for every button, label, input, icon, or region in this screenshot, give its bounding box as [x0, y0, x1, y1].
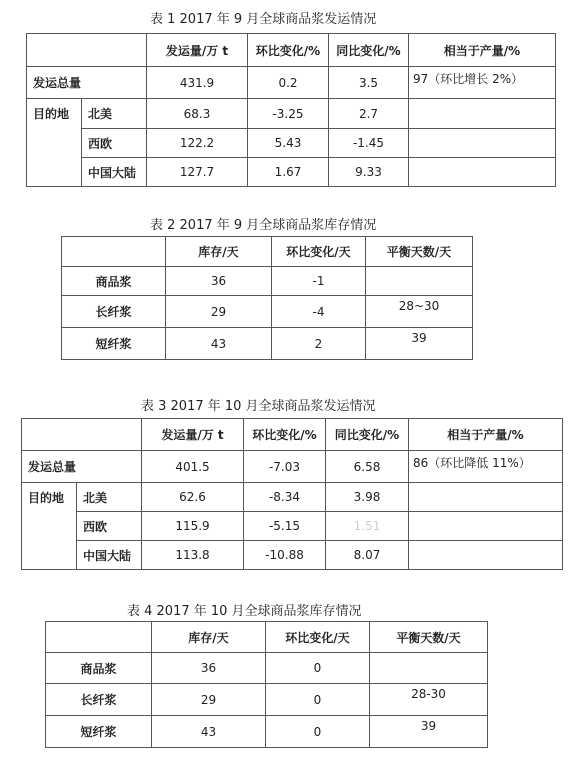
header-cell: 平衡天数/天	[370, 622, 488, 653]
cell: 3.98	[326, 483, 409, 512]
cell: 2.7	[329, 99, 409, 129]
cell: 29	[166, 296, 272, 328]
header-cell	[22, 419, 142, 451]
group-label: 目的地	[22, 483, 77, 570]
cell: 43	[166, 328, 272, 360]
row-label: 中国大陆	[77, 541, 142, 570]
cell: 29	[152, 684, 266, 716]
header-cell: 相当于产量/%	[409, 419, 563, 451]
table-row	[46, 653, 488, 684]
table-header-row	[22, 419, 563, 451]
table2-inventory-sep	[61, 236, 473, 360]
cell: -10.88	[244, 541, 326, 570]
cell	[409, 512, 563, 541]
cell: 8.07	[326, 541, 409, 570]
header-cell: 发运量/万 t	[142, 419, 244, 451]
cell: 401.5	[142, 451, 244, 483]
header-cell: 平衡天数/天	[366, 237, 473, 267]
table-header-row	[46, 622, 488, 653]
header-cell: 环比变化/天	[272, 237, 366, 267]
cell: 6.58	[326, 451, 409, 483]
header-cell: 同比变化/%	[329, 34, 409, 67]
row-label: 北美	[82, 99, 147, 129]
row-label: 北美	[77, 483, 142, 512]
row-label: 短纤浆	[46, 716, 152, 748]
cell	[370, 653, 488, 684]
cell	[409, 483, 563, 512]
header-cell: 环比变化/%	[248, 34, 329, 67]
table2-caption: 表 2 2017 年 9 月全球商品浆库存情况	[150, 218, 377, 233]
cell: 0	[266, 684, 370, 716]
header-cell	[46, 622, 152, 653]
row-label: 长纤浆	[46, 684, 152, 716]
table-row	[62, 328, 473, 360]
table-row	[27, 129, 556, 158]
cell: 68.3	[147, 99, 248, 129]
header-cell: 相当于产量/%	[409, 34, 556, 67]
table-row	[27, 99, 556, 129]
cell: 5.43	[248, 129, 329, 158]
cell: 86（环比降低 11%）	[409, 451, 563, 483]
cell: -1	[272, 267, 366, 296]
cell	[409, 158, 556, 187]
cell	[409, 541, 563, 570]
cell	[409, 99, 556, 129]
table-row	[46, 684, 488, 716]
row-label: 商品浆	[62, 267, 166, 296]
table-header-row	[62, 237, 473, 267]
cell: -5.15	[244, 512, 326, 541]
table4-caption: 表 4 2017 年 10 月全球商品浆库存情况	[127, 604, 362, 619]
table-row	[22, 512, 563, 541]
cell: 39	[370, 716, 488, 748]
header-cell: 环比变化/%	[244, 419, 326, 451]
table-row	[27, 158, 556, 187]
row-label: 西欧	[77, 512, 142, 541]
table-row	[46, 716, 488, 748]
cell: -8.34	[244, 483, 326, 512]
row-label: 商品浆	[46, 653, 152, 684]
group-label: 目的地	[27, 99, 82, 187]
cell: 115.9	[142, 512, 244, 541]
cell: 28-30	[370, 684, 488, 716]
cell: 0.2	[248, 67, 329, 99]
cell: 39	[366, 328, 473, 360]
cell: 113.8	[142, 541, 244, 570]
cell: 1.51	[326, 512, 409, 541]
cell: 36	[152, 653, 266, 684]
header-cell: 库存/天	[152, 622, 266, 653]
row-label: 发运总量	[27, 67, 147, 99]
cell: -1.45	[329, 129, 409, 158]
table3-caption: 表 3 2017 年 10 月全球商品浆发运情况	[141, 399, 376, 414]
table1-caption: 表 1 2017 年 9 月全球商品浆发运情况	[150, 12, 377, 27]
header-cell	[27, 34, 147, 67]
cell: 43	[152, 716, 266, 748]
row-label: 发运总量	[22, 451, 142, 483]
cell: 0	[266, 716, 370, 748]
cell: 0	[266, 653, 370, 684]
table-row	[62, 296, 473, 328]
table-row	[22, 451, 563, 483]
row-label: 长纤浆	[62, 296, 166, 328]
table-row	[22, 541, 563, 570]
cell: 431.9	[147, 67, 248, 99]
cell: 127.7	[147, 158, 248, 187]
cell: -4	[272, 296, 366, 328]
row-label: 西欧	[82, 129, 147, 158]
table-row	[27, 67, 556, 99]
row-label: 短纤浆	[62, 328, 166, 360]
cell: -3.25	[248, 99, 329, 129]
cell: 1.67	[248, 158, 329, 187]
cell: -7.03	[244, 451, 326, 483]
header-cell	[62, 237, 166, 267]
cell	[409, 129, 556, 158]
table-row	[62, 267, 473, 296]
cell: 97（环比增长 2%）	[409, 67, 556, 99]
table4-inventory-oct	[45, 621, 488, 748]
header-cell: 发运量/万 t	[147, 34, 248, 67]
table-header-row	[27, 34, 556, 67]
header-cell: 库存/天	[166, 237, 272, 267]
header-cell: 同比变化/%	[326, 419, 409, 451]
row-label: 中国大陆	[82, 158, 147, 187]
cell: 62.6	[142, 483, 244, 512]
cell: 3.5	[329, 67, 409, 99]
table3-shipments-oct	[21, 418, 563, 570]
cell: 9.33	[329, 158, 409, 187]
cell: 2	[272, 328, 366, 360]
cell	[366, 267, 473, 296]
cell: 28~30	[366, 296, 473, 328]
table-row	[22, 483, 563, 512]
cell: 122.2	[147, 129, 248, 158]
table1-shipments-sep	[26, 33, 556, 187]
cell: 36	[166, 267, 272, 296]
header-cell: 环比变化/天	[266, 622, 370, 653]
